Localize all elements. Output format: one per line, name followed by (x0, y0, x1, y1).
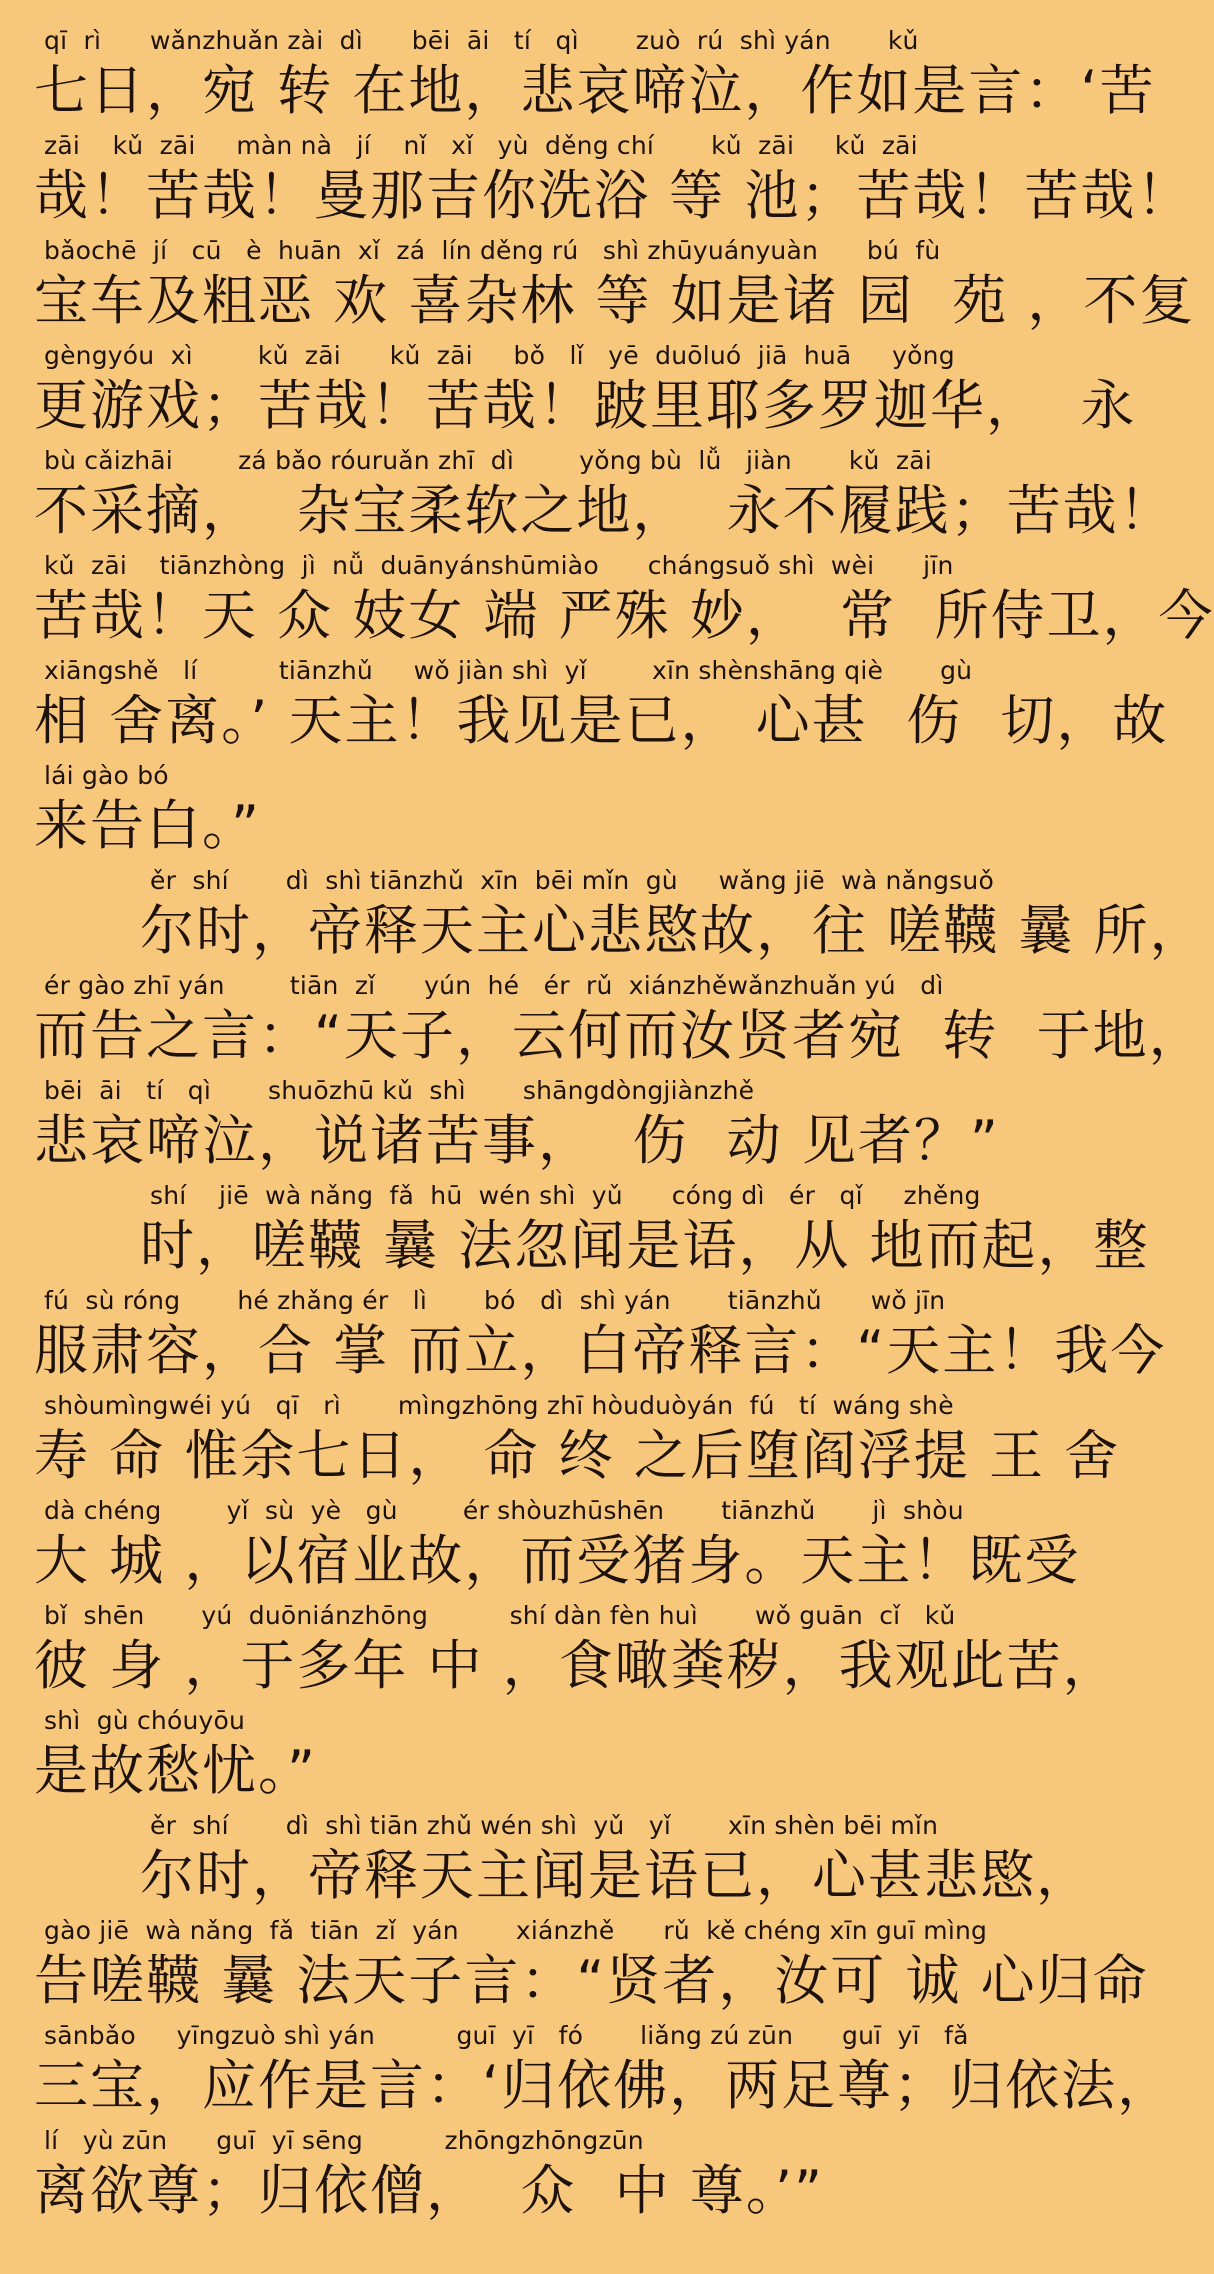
chinese-text: 不采摘， 杂宝柔软之地， 永不履践；苦哉！ (34, 479, 1175, 542)
chinese-text: 更游戏；苦哉！苦哉！跛里耶多罗迦华， 永 (34, 374, 1137, 437)
chinese-text: 大 城 ，以宿业故，而受猪身。天主！既受 (34, 1529, 1081, 1592)
chinese-text: 苦哉！天 众 妓女 端 严殊 妙， 常 所侍卫，今 (34, 584, 1214, 647)
text-line (34, 1811, 1092, 1916)
chinese-text: 来告白。” (34, 794, 261, 857)
chinese-text: 尔时，帝释天主闻是语已，心甚悲愍， (140, 1844, 1092, 1907)
text-line (34, 2021, 1174, 2126)
pinyin-annotation: shòumìngwéi yú qī rì mìngzhōng zhī hòuduòyán fú tí wáng shè (44, 1391, 954, 1420)
chinese-text: 服肃容，合 掌 而立，白帝释言：“天主！我今 (34, 1319, 1167, 1382)
chinese-text: 哉！苦哉！曼那吉你洗浴 等 池；苦哉！苦哉！ (34, 164, 1193, 227)
text-line (34, 2126, 1046, 2231)
text-line (34, 1916, 1149, 2021)
pinyin-annotation: qī rì wǎnzhuǎn zài dì bēi āi tí qì zuò rú shì yán kǔ (44, 26, 919, 55)
text-line (34, 1496, 1081, 1601)
text-line (34, 1706, 1046, 1811)
chinese-text: 寿 命 惟余七日， 命 终 之后堕阎浮提 王 舍 (34, 1424, 1121, 1487)
chinese-text: 相 舍离。’ 天主！我见是已， 心甚 伤 切，故 (34, 689, 1169, 752)
pinyin-annotation: ér gào zhī yán tiān zǐ yún hé ér rǔ xiánzhěwǎnzhuǎn yú dì (44, 971, 944, 1000)
pinyin-annotation: fú sù róng hé zhǎng ér lì bó dì shì yán tiānzhǔ wǒ jīn (44, 1286, 946, 1315)
text-line (34, 26, 1156, 131)
pinyin-annotation: lái gào bó (44, 761, 169, 790)
pinyin-annotation: bù cǎizhāi zá bǎo róuruǎn zhī dì yǒng bù lǚ jiàn kǔ zāi (44, 446, 932, 475)
pinyin-annotation: xiāngshě lí tiānzhǔ wǒ jiàn shì yǐ xīn shènshāng qiè gù (44, 656, 973, 685)
chinese-text: 告嗟韈 曩 法天子言：“贤者，汝可 诚 心归命 (34, 1949, 1149, 2012)
chinese-text: 悲哀啼泣，说诸苦事， 伤 动 见者？” (34, 1109, 1000, 1172)
text-line (34, 236, 1196, 341)
text-line (34, 341, 1137, 446)
text-line (34, 1286, 1167, 1391)
text-line (34, 446, 1175, 551)
chinese-text: 宝车及粗恶 欢 喜杂林 等 如是诸 园 苑 ，不复 (34, 269, 1196, 332)
text-line (34, 1076, 1046, 1181)
pinyin-annotation: dà chéng yǐ sù yè gù ér shòuzhūshēn tiānzhǔ jì shòu (44, 1496, 964, 1525)
text-line (34, 971, 1205, 1076)
chinese-text: 彼 身 ，于多年 中 ，食噉粪秽，我观此苦， (34, 1634, 1119, 1697)
pinyin-text-block (34, 26, 1214, 2231)
text-line (34, 551, 1214, 656)
chinese-text: 三宝，应作是言：‘归依佛，两足尊；归依法， (34, 2054, 1174, 2117)
pinyin-annotation: bǎochē jí cū è huān xǐ zá lín děng rú shì zhūyuányuàn bú fù (44, 236, 941, 265)
text-line (34, 761, 1046, 866)
text-line (34, 131, 1193, 236)
pinyin-annotation: lí yù zūn guī yī sēng zhōngzhōngzūn (44, 2126, 644, 2155)
pinyin-annotation: kǔ zāi tiānzhòng jì nǚ duānyánshūmiào chángsuǒ shì wèi jīn (44, 551, 954, 580)
text-line (34, 1391, 1121, 1496)
pinyin-annotation: bēi āi tí qì shuōzhū kǔ shì shāngdòngjiànzhě (44, 1076, 755, 1105)
text-line (34, 1181, 1150, 1286)
chinese-text: 是故愁忧。” (34, 1739, 317, 1802)
pinyin-annotation: shì gù chóuyōu (44, 1706, 246, 1735)
text-line (34, 656, 1169, 761)
pinyin-annotation: zāi kǔ zāi màn nà jí nǐ xǐ yù děng chí kǔ zāi kǔ zāi (44, 131, 918, 160)
text-line (34, 866, 1206, 971)
chinese-text: 而告之言：“天子，云何而汝贤者宛 转 于地， (34, 1004, 1205, 1067)
pinyin-annotation: bǐ shēn yú duōniánzhōng shí dàn fèn huì wǒ guān cǐ kǔ (44, 1601, 956, 1630)
text-line (34, 1601, 1119, 1706)
pinyin-annotation: gào jiē wà nǎng fǎ tiān zǐ yán xiánzhě rǔ kě chéng xīn guī mìng (44, 1916, 988, 1945)
pinyin-annotation: gèngyóu xì kǔ zāi kǔ zāi bǒ lǐ yē duōluó jiā huā yǒng (44, 341, 955, 370)
chinese-text: 时，嗟韈 曩 法忽闻是语，从 地而起，整 (140, 1214, 1150, 1277)
pinyin-annotation: ěr shí dì shì tiān zhǔ wén shì yǔ yǐ xīn shèn bēi mǐn (150, 1811, 939, 1840)
pinyin-annotation: ěr shí dì shì tiānzhǔ xīn bēi mǐn gù wǎng jiē wà nǎngsuǒ (150, 866, 994, 895)
chinese-text: 离欲尊；归依僧， 众 中 尊。’” (34, 2159, 824, 2222)
chinese-text: 七日，宛 转 在地，悲哀啼泣，作如是言：‘苦 (34, 59, 1156, 122)
pinyin-annotation: shí jiē wà nǎng fǎ hū wén shì yǔ cóng dì ér qǐ zhěng (150, 1181, 981, 1210)
chinese-text: 尔时，帝释天主心悲愍故，往 嗟韈 曩 所， (140, 899, 1206, 962)
pinyin-annotation: sānbǎo yīngzuò shì yán guī yī fó liǎng zú zūn guī yī fǎ (44, 2021, 969, 2050)
